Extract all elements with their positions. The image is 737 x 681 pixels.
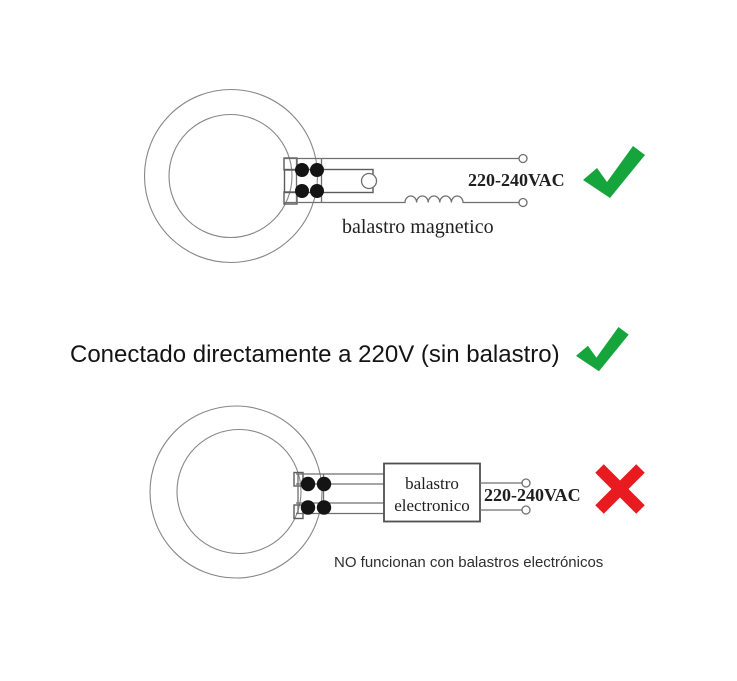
lamp-pin	[317, 477, 331, 491]
direct-connection-heading: Conectado directamente a 220V (sin balastro)	[70, 341, 560, 368]
check-icon	[583, 146, 645, 198]
supply-terminal	[522, 506, 530, 514]
circular-lamp-inner-ring	[177, 430, 301, 554]
lamp-pin	[310, 163, 324, 177]
lamp-pin	[301, 500, 315, 514]
supply-terminal	[519, 155, 527, 163]
lamp-pin	[295, 163, 309, 177]
supply-terminal	[519, 199, 527, 207]
check-icon	[576, 327, 629, 371]
electronic-ballast-warning-caption: NO funcionan con balastros electrónicos	[334, 554, 604, 571]
middle-statement	[70, 327, 629, 371]
lamp-pin	[317, 500, 331, 514]
electronic-ballast-label-line1: balastro	[405, 474, 459, 493]
lamp-pin	[295, 184, 309, 198]
electronic-ballast-label-line2: electronico	[394, 496, 470, 515]
circular-lamp-outer-ring	[150, 406, 322, 578]
cross-icon	[595, 464, 644, 513]
bottom-voltage-label: 220-240VAC	[484, 485, 581, 505]
starter-end-circle	[362, 174, 377, 189]
top-diagram	[145, 90, 646, 263]
bottom-diagram	[150, 406, 645, 578]
circular-lamp-inner-ring	[169, 115, 292, 238]
lamp-pin	[301, 477, 315, 491]
top-voltage-label: 220-240VAC	[468, 170, 565, 190]
lamp-pin	[310, 184, 324, 198]
magnetic-ballast-label: balastro magnetico	[342, 216, 494, 238]
